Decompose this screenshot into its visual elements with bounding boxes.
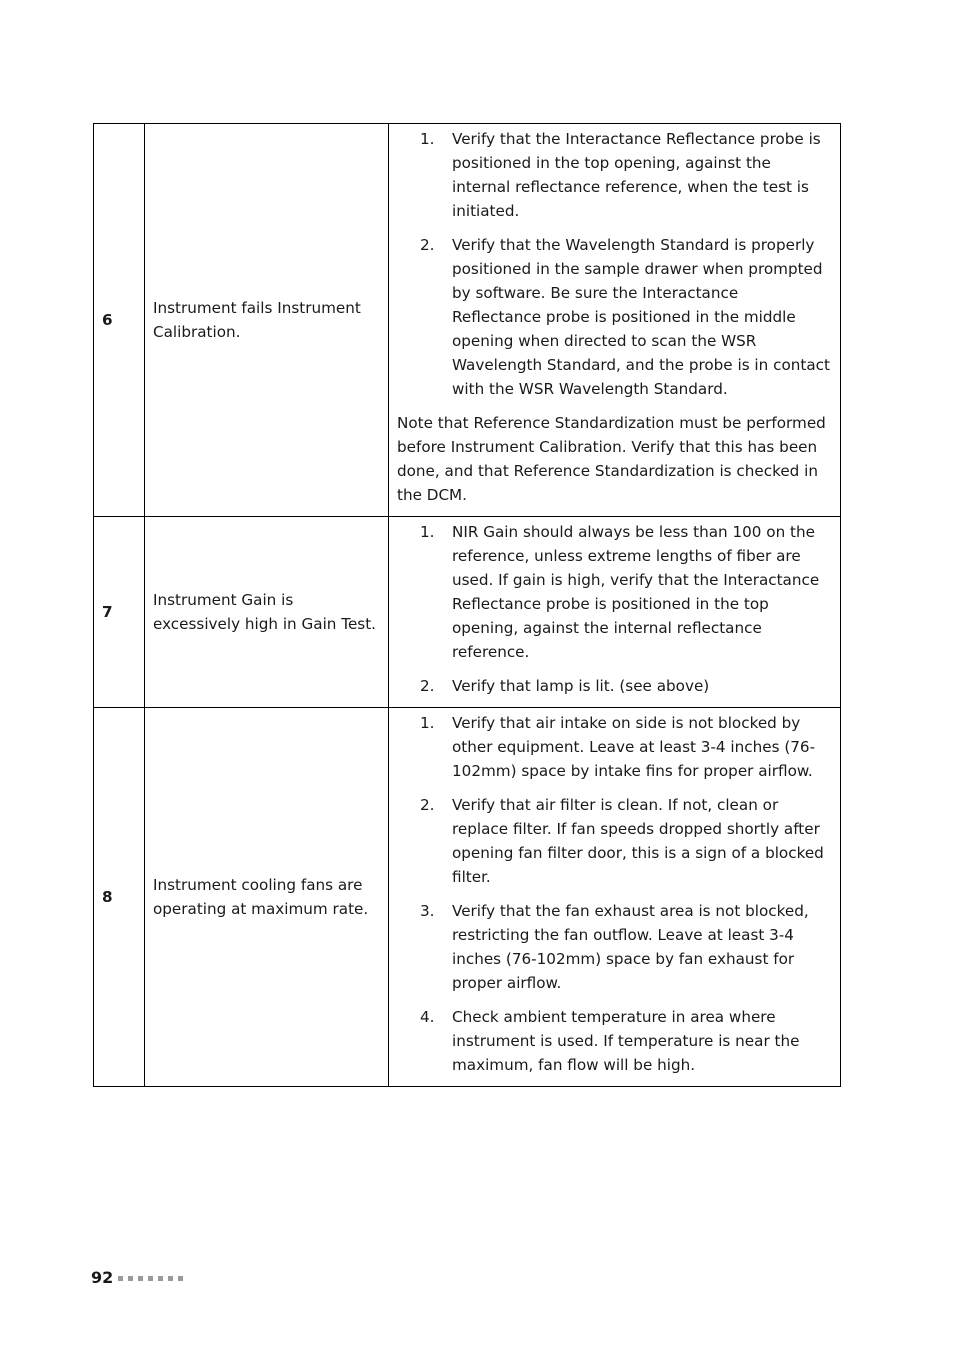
item-text: NIR Gain should always be less than 100 on the reference, unless extreme lengths of fiber are used. If gain is high, verify that the Interactance Reflectance probe is positioned in the top opening, against the internal reflectance reference. <box>452 523 820 661</box>
solution-cell <box>389 708 841 1087</box>
note-text: Note that Reference Standardization must be performed before Instrument Calibration. Verify that this has been done, and that Reference Standardization is checked in the DCM. <box>397 414 826 504</box>
list-item <box>397 899 832 995</box>
list-item <box>397 711 832 783</box>
item-text: Verify that the Wavelength Standard is properly positioned in the sample drawer when prompted by software. Be sure the Interactance Reflectance probe is positioned in the middle opening when directed to scan the WSR Wavelength Standard, and the probe is in contact with the WSR Wavelength Standard. <box>452 236 830 398</box>
list-item <box>397 233 832 401</box>
decoration-dot <box>148 1276 153 1281</box>
item-number: 1. <box>420 130 435 148</box>
item-text: Verify that lamp is lit. (see above) <box>452 677 710 695</box>
solution-cell <box>389 124 841 517</box>
item-number: 1. <box>420 714 435 732</box>
row-number: 7 <box>94 517 145 708</box>
page-decoration-dots <box>118 1276 183 1281</box>
list-item <box>397 520 832 664</box>
solution-cell <box>389 517 841 708</box>
item-number: 3. <box>420 902 435 920</box>
page-number: 92 <box>91 1268 114 1287</box>
table-row <box>94 124 841 517</box>
decoration-dot <box>178 1276 183 1281</box>
decoration-dot <box>118 1276 123 1281</box>
solution-list <box>397 711 832 1077</box>
item-number: 1. <box>420 523 435 541</box>
item-text: Verify that air filter is clean. If not, clean or replace filter. If fan speeds dropped shortly after opening fan filter door, this is a sign of a blocked filter. <box>452 796 824 886</box>
row-number: 8 <box>94 708 145 1087</box>
problem-cell: Instrument fails Instrument Calibration. <box>145 124 389 517</box>
list-item <box>397 793 832 889</box>
troubleshooting-table <box>93 123 841 1087</box>
item-number: 2. <box>420 796 435 814</box>
problem-cell: Instrument cooling fans are operating at maximum rate. <box>145 708 389 1087</box>
solution-list <box>397 127 832 401</box>
list-item <box>397 127 832 223</box>
solution-list <box>397 520 832 698</box>
decoration-dot <box>138 1276 143 1281</box>
item-text: Verify that the Interactance Reflectance probe is positioned in the top opening, against the internal reflectance reference, when the test is initiated. <box>452 130 821 220</box>
decoration-dot <box>168 1276 173 1281</box>
item-text: Check ambient temperature in area where instrument is used. If temperature is near the maximum, fan flow will be high. <box>452 1008 800 1074</box>
decoration-dot <box>128 1276 133 1281</box>
table-row <box>94 517 841 708</box>
row-number: 6 <box>94 124 145 517</box>
decoration-dot <box>158 1276 163 1281</box>
list-item <box>397 1005 832 1077</box>
item-number: 2. <box>420 677 435 695</box>
list-item <box>397 674 832 698</box>
item-text: Verify that air intake on side is not blocked by other equipment. Leave at least 3-4 inches (76-102mm) space by intake fins for proper airflow. <box>452 714 816 780</box>
item-text: Verify that the fan exhaust area is not blocked, restricting the fan outflow. Leave at least 3-4 inches (76-102mm) space by fan exhaust for proper airflow. <box>452 902 809 992</box>
item-number: 4. <box>420 1008 435 1026</box>
item-number: 2. <box>420 236 435 254</box>
table-row <box>94 708 841 1087</box>
problem-cell: Instrument Gain is excessively high in Gain Test. <box>145 517 389 708</box>
